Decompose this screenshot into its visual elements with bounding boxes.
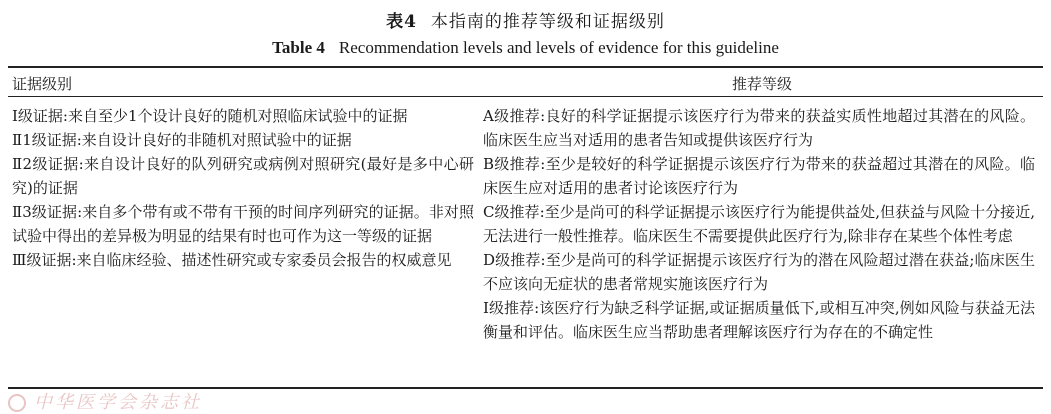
recommendation-c: C级推荐:至少是尚可的科学证据提示该医疗行为能提供益处,但获益与风险十分接近,无法进行一般性推荐。临床医生不需要提供此医疗行为,除非存在某些个体性考虑 xyxy=(483,203,1035,245)
evidence-level-2-2: Ⅱ2级证据:来自设计良好的队列研究或病例对照研究(最好是多中心研究)的证据 xyxy=(12,155,474,197)
watermark-seal-icon xyxy=(8,394,26,412)
table-caption-english xyxy=(0,38,1051,58)
evidence-column xyxy=(12,104,474,272)
recommendation-column xyxy=(483,104,1035,344)
watermark-text: 中华医学会杂志社 xyxy=(34,392,202,413)
header-evidence-level: 证据级别 xyxy=(12,75,73,93)
table-caption-chinese xyxy=(0,7,1051,32)
table-header-rule xyxy=(8,96,1043,97)
recommendation-a: A级推荐:良好的科学证据提示该医疗行为带来的获益实质性地超过其潜在的风险。临床医生应当对适用的患者告知或提供该医疗行为 xyxy=(483,107,1035,149)
recommendation-i: I级推荐:该医疗行为缺乏科学证据,或证据质量低下,或相互冲突,例如风险与获益无法衡量和评估。临床医生应当帮助患者理解该医疗行为存在的不确定性 xyxy=(483,299,1035,341)
recommendation-d: D级推荐:至少是尚可的科学证据提示该医疗行为的潜在风险超过潜在获益;临床医生不应该向无症状的患者常规实施该医疗行为 xyxy=(483,251,1035,293)
table-label-chinese: 表4 xyxy=(386,12,417,32)
table-title-english: Recommendation levels and levels of evidence for this guideline xyxy=(338,38,779,57)
evidence-level-3: Ⅲ级证据:来自临床经验、描述性研究或专家委员会报告的权威意见 xyxy=(12,251,452,269)
evidence-level-2-1: Ⅱ1级证据:来自设计良好的非随机对照试验中的证据 xyxy=(12,131,352,149)
table-title-chinese: 本指南的推荐等级和证据级别 xyxy=(430,12,665,32)
evidence-level-2-3: Ⅱ3级证据:来自多个带有或不带有干预的时间序列研究的证据。非对照试验中得出的差异极为明显的结果有时也可作为这一等级的证据 xyxy=(12,203,474,245)
publisher-watermark xyxy=(8,388,202,414)
header-recommendation-level: 推荐等级 xyxy=(732,75,793,93)
recommendation-b: B级推荐:至少是较好的科学证据提示该医疗行为带来的获益超过其潜在的风险。临床医生应对适用的患者讨论该医疗行为 xyxy=(483,155,1035,197)
evidence-level-1: Ⅰ级证据:来自至少1个设计良好的随机对照临床试验中的证据 xyxy=(12,107,408,125)
table-label-english: Table 4 xyxy=(272,38,325,57)
table-top-rule xyxy=(8,66,1043,68)
